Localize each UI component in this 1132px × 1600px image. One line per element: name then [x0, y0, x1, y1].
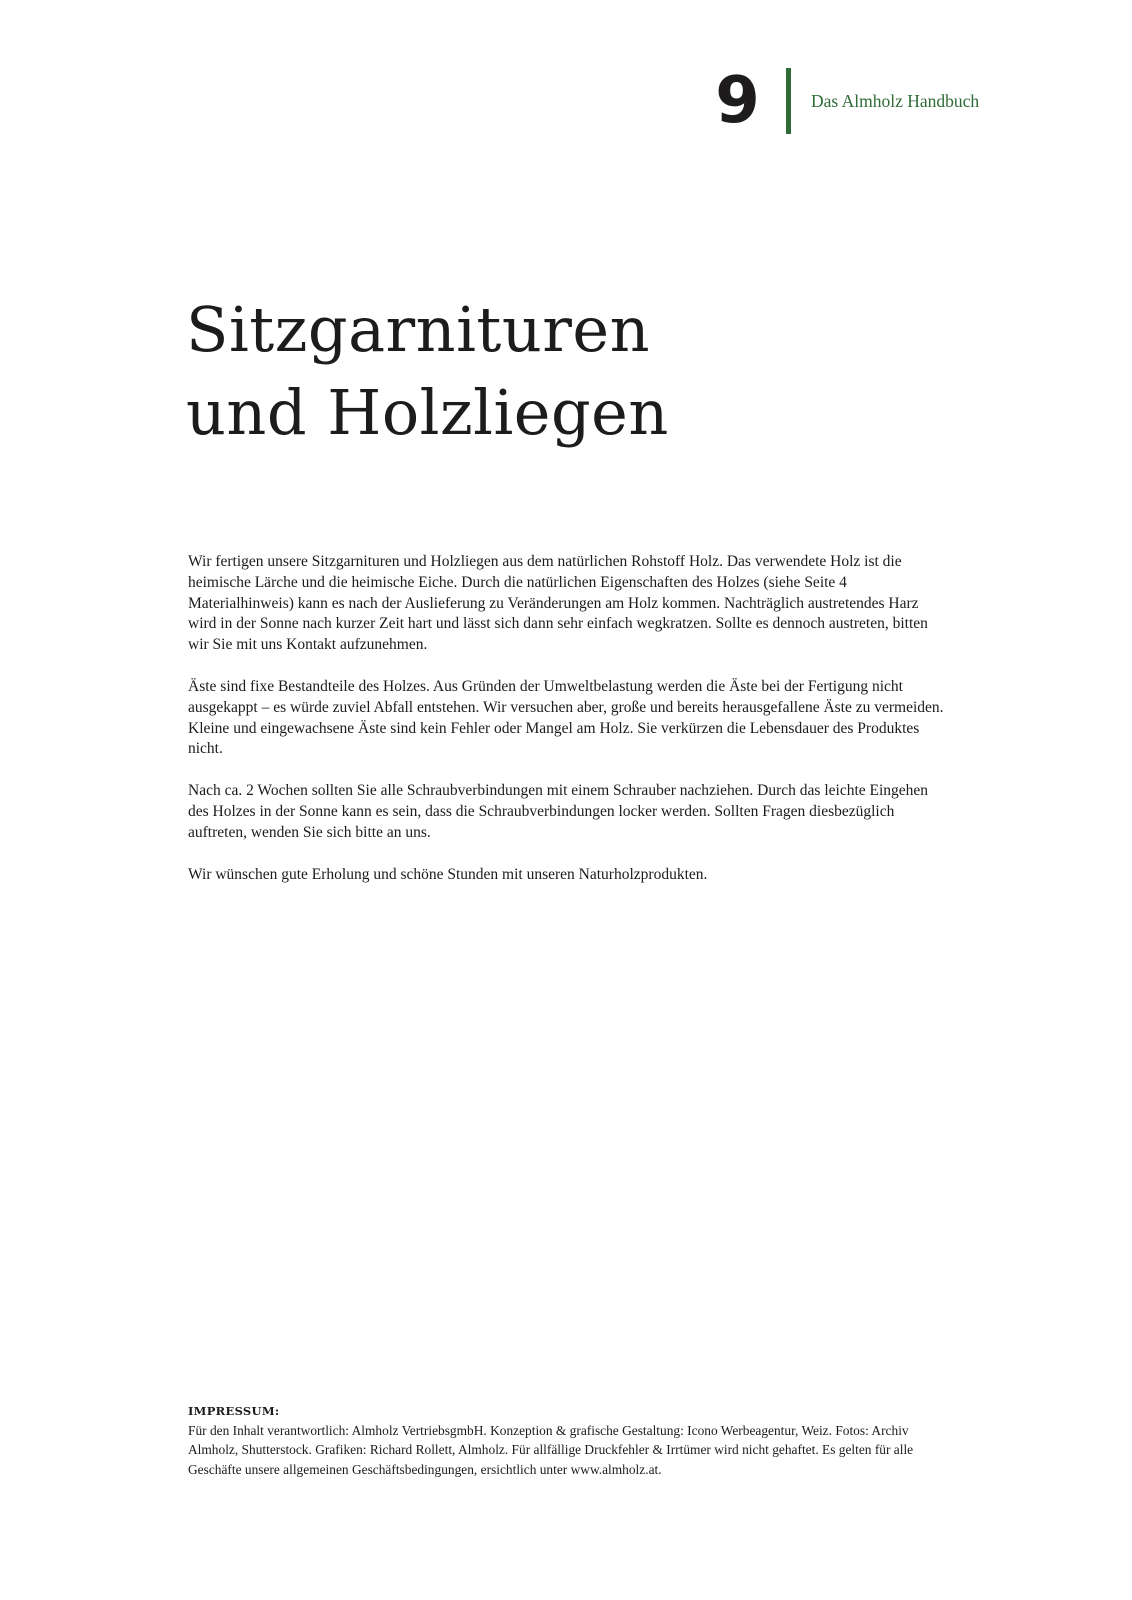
paragraph-knots: Äste sind fixe Bestandteile des Holzes. Aus Gründen der Umweltbelastung werden die Äste bei der Fertigung nicht ausgekappt – es würde zuviel Abfall entstehen. Wir versuchen aber, große und bereits herausgefallene Äste zu vermeiden. Kleine und eingewachsene Äste sind kein Fehler oder Mangel am Holz. Sie verkürzen die Lebensdauer des Produktes nicht. [188, 677, 944, 758]
body-text [188, 552, 948, 906]
chapter-title-line-2: und Holzliegen [186, 376, 669, 449]
paragraph-closing: Wir wünschen gute Erholung und schöne Stunden mit unseren Naturholzprodukten. [188, 865, 708, 883]
paragraph-material: Wir fertigen unsere Sitzgarnituren und Holzliegen aus dem natürlichen Rohstoff Holz. Das verwendete Holz ist die heimische Lärche und die heimische Eiche. Durch die natürlichen Eigenschaften des Holzes (siehe Seite 4 Materialhinweis) kann es nach der Auslieferung zu Veränderungen am Holz kommen. Nachträglich austretendes Harz wird in der Sonne nach kurzer Zeit hart und lässt sich dann sehr einfach wegkratzen. Sollte es dennoch austreten, bitten wir Sie mit uns Kontakt aufzunehmen. [188, 553, 928, 654]
book-title: Das Almholz Handbuch [811, 90, 980, 111]
page-number: 9 [715, 64, 759, 138]
paragraph-screws: Nach ca. 2 Wochen sollten Sie alle Schraubverbindungen mit einem Schrauber nachziehen. Durch das leichte Eingehen des Holzes in der Sonne kann es sein, dass die Schraubverbindungen locker werden. Sollten Fragen diesbezüglich auftreten, wenden Sie sich bitte an uns. [188, 782, 929, 841]
imprint [188, 1402, 948, 1479]
page-header [712, 64, 980, 138]
imprint-heading: IMPRESSUM: [188, 1404, 280, 1418]
chapter-title-line-1: Sitzgarnituren [186, 293, 651, 366]
chapter-title [186, 288, 669, 454]
imprint-text: Für den Inhalt verantwortlich: Almholz VertriebsgmbH. Konzeption & grafische Gestaltung: Icono Werbeagentur, Weiz. Fotos: Archiv Almholz, Shutterstock. Grafiken: Richard Rollett, Almholz. Für allfällige Druckfehler & Irrtümer wird nicht gehaftet. Es gelten für alle Geschäfte unsere allgemeinen Geschäftsbedingungen, ersichtlich unter www.almholz.at. [188, 1423, 914, 1477]
header-divider-bar [786, 68, 791, 134]
